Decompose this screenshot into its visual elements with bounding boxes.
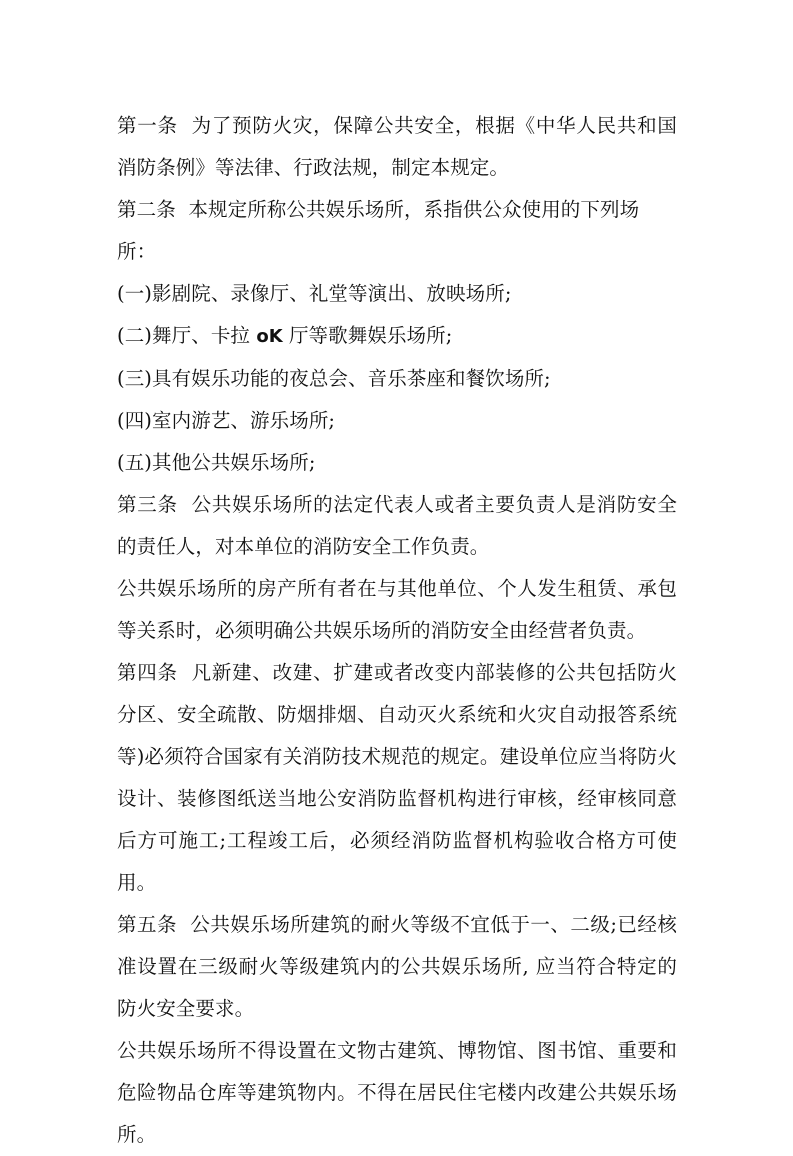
paragraph-article-4: 第四条 凡新建、改建、扩建或者改变内部装修的公共包括防火分区、安全疏散、防烟排烟、自动灭火系统和火灾自动报答系统等)必须符合国家有关消防技术规范的规定。建设单位应当将防火设计、装修图纸送当地公安消防监督机构进行审核，经审核同意后方可施工;工程竣工后，必须经消防监督机构验收合格方可使用。 [117, 661, 677, 894]
paragraph-item-4: (四)室内游艺、游乐场所; [117, 409, 336, 432]
paragraph-article-5: 第五条 公共娱乐场所建筑的耐火等级不宜低于一、二级;已经核准设置在三级耐火等级建筑内的公共娱乐场所, 应当符合特定的防火安全要求。 [117, 913, 677, 1020]
paragraph-article-2: 第二条 本规定所称公共娱乐场所，系指供公众使用的下列场所： [117, 198, 640, 263]
paragraph-item-2 [117, 315, 677, 358]
paragraph-item-3: (三)具有娱乐功能的夜总会、音乐茶座和餐饮场所; [117, 367, 551, 390]
paragraph-article-5-p2: 公共娱乐场所不得设置在文物古建筑、博物馆、图书馆、重要和危险物品仓库等建筑物内。不得在居民住宅楼内改建公共娱乐场所。 [117, 1039, 677, 1146]
paragraph-text-before: (二)舞厅、卡拉 [117, 324, 257, 347]
paragraph-item-5: (五)其他公共娱乐场所; [117, 451, 316, 474]
paragraph-article-1: 第一条 为了预防火灾，保障公共安全，根据《中华人民共和国消防条例》等法律、行政法规，制定本规定。 [117, 114, 677, 179]
paragraph-item-1: (一)影剧院、录像厅、礼堂等演出、放映场所; [117, 282, 512, 305]
latin-text-run: oK [256, 326, 283, 347]
paragraph-text-after: 厅等歌舞娱乐场所; [282, 324, 453, 347]
document-body [117, 105, 677, 1156]
paragraph-article-3-p2: 公共娱乐场所的房产所有者在与其他单位、个人发生租赁、承包等关系时，必须明确公共娱乐场所的消防安全由经营者负责。 [117, 577, 677, 642]
paragraph-article-3: 第三条 公共娱乐场所的法定代表人或者主要负责人是消防安全的责任人，对本单位的消防安全工作负责。 [117, 493, 677, 558]
